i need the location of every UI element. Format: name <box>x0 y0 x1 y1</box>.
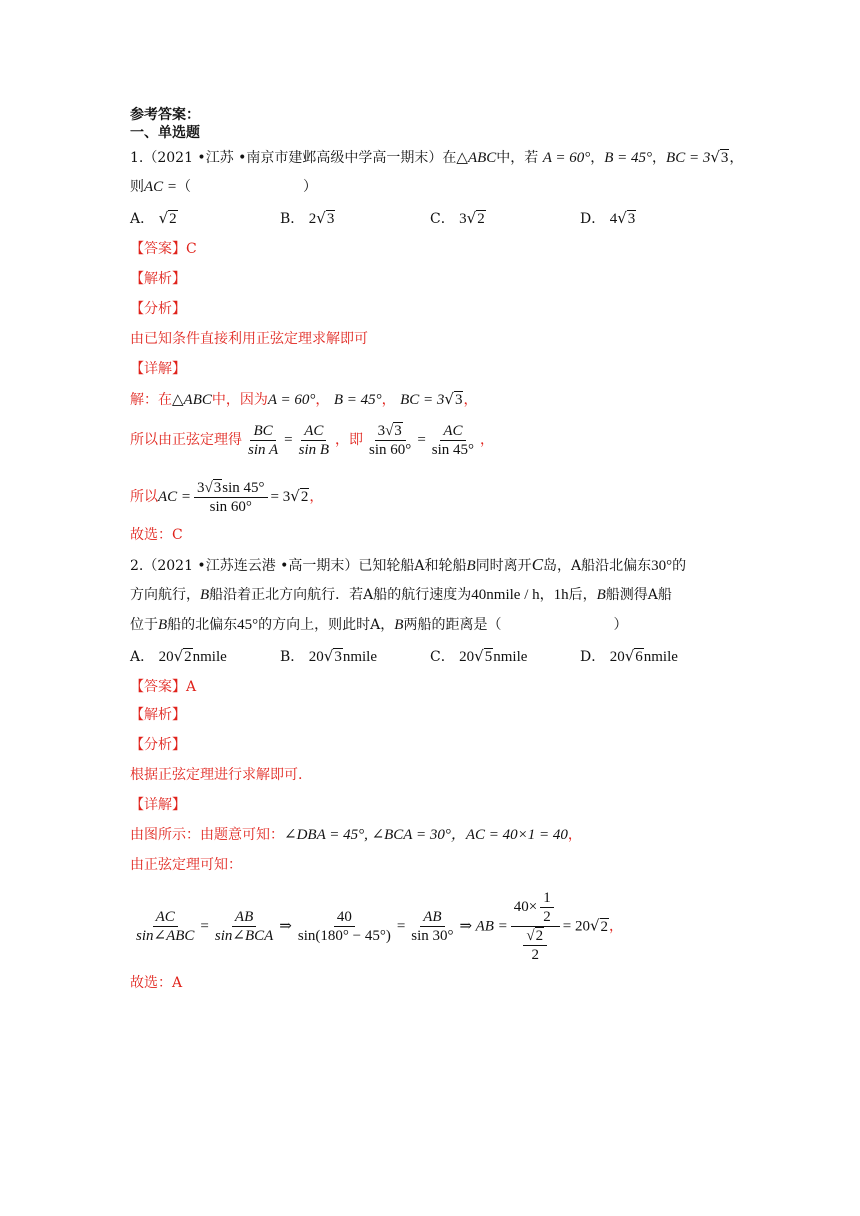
q2-stem-line1 <box>130 556 686 575</box>
q1-option-b: B． 2√3 <box>280 209 335 227</box>
q2-text-2b: 船沿着正北方向航行．若A船的航行速度为 <box>209 587 472 603</box>
fraction-denominator: sin∠BCA <box>214 928 274 944</box>
option-unit: nmile <box>192 649 227 665</box>
q2-comma: ， <box>539 587 554 603</box>
q1-step1-text-a: 解：在 <box>130 392 172 408</box>
fraction-coef: 3 <box>197 479 205 496</box>
q2-option-d: D． 20√6nmile <box>580 647 678 665</box>
fraction-40-sin135 <box>295 909 394 944</box>
option-label: C． <box>430 211 455 227</box>
option-label: B． <box>280 649 305 665</box>
compound-40x: 40× <box>513 898 538 915</box>
q2-island-c: C <box>531 555 544 574</box>
q2-ship-b: B <box>466 558 476 574</box>
option-radicand: 6 <box>635 649 643 665</box>
q2-option-a: A． 20√2nmile <box>130 647 227 665</box>
q2-stem-line2 <box>130 586 672 604</box>
q1-xiangjie: 【详解】 <box>130 361 186 377</box>
fraction-denominator: 2 <box>543 909 551 925</box>
q1-selection: 故选：C <box>130 527 183 543</box>
fraction-result: $\frac{3√3\sin 45^\circ}{\sin 60^\circ}$ <box>194 480 268 515</box>
q2-detail-comma: ， <box>567 827 582 843</box>
fraction-radicand: 2 <box>535 928 544 944</box>
fraction-denominator: sin A <box>248 441 279 458</box>
fraction-33-sin60: $\frac{3√3}{\sin 60^\circ}$ <box>366 423 414 458</box>
fraction-numerator: 1 <box>540 890 554 908</box>
fraction-root2-over-2: $\frac{√2}{2}$ <box>523 928 547 963</box>
fraction-denominator: sin 45° <box>431 441 475 458</box>
q1-answer: 【答案】C <box>130 241 197 257</box>
q2-angle-30: 30° <box>651 558 673 574</box>
q1-step1-cond-a: A = 60° <box>267 392 316 408</box>
q1-ask: AC = <box>144 179 178 195</box>
q1-stem-source: 1.（2021 •江苏 •南京市建邺高级中学高一期末）在 <box>130 150 457 166</box>
option-unit: nmile <box>643 649 678 665</box>
q2-ship-b: B <box>200 587 210 603</box>
q1-step2-text: 所以由正弦定理得 <box>130 432 242 448</box>
fraction-half <box>540 890 554 925</box>
fraction-ac-sin45 <box>429 423 477 458</box>
fraction-bc-sina <box>245 423 281 458</box>
option-label: D． <box>580 211 606 227</box>
q1-stem: 1.（2021 •江苏 •南京市建邺高级中学高一期末）在△ABC中，若 A = 60°，B = 45°，BC = 3√3， <box>130 148 744 166</box>
fraction-numerator: AC <box>440 423 465 441</box>
q1-cond-bc: BC = 3 <box>666 150 711 166</box>
option-unit: nmile <box>342 649 377 665</box>
q2-fenxi: 【分析】 <box>130 737 186 753</box>
fraction-numerator: BC <box>250 423 275 441</box>
option-coef: 20 <box>308 649 324 665</box>
q1-step1-cond-bc: BC = 3 <box>400 392 445 408</box>
q1-blank: （ ） <box>177 179 318 195</box>
q1-step1-cond-b: B = 45° <box>333 392 382 408</box>
option-coef: 20 <box>158 649 174 665</box>
q2-detail-ac: AC = 40×1 = 40 <box>465 827 568 843</box>
q2-selection: 故选：A <box>130 975 183 991</box>
q2-time: 1h <box>553 587 569 603</box>
q2-detail-text: 由图所示：由题意可知： <box>130 827 284 843</box>
q2-text-3d: 的方向上，则此时A， <box>258 617 395 633</box>
q1-step1-text-b: 中，因为 <box>211 392 268 408</box>
option-radicand: 3 <box>326 211 335 227</box>
option-radicand: 2 <box>184 649 192 665</box>
fraction-denominator: sin 60° <box>369 441 412 458</box>
fraction-denominator: sin∠ABC <box>136 928 195 944</box>
q1-step3-eq: = 3 <box>270 489 291 505</box>
option-label: B． <box>280 211 305 227</box>
q2-text-2g: 船测得A船 <box>605 587 672 603</box>
option-label: D． <box>580 649 606 665</box>
option-coef: 3 <box>459 211 467 227</box>
fraction-numerator: AB <box>420 909 444 927</box>
fraction-radicand: 3 <box>213 479 222 496</box>
fraction-denominator: sin 60° <box>209 498 252 515</box>
option-unit: nmile <box>493 649 528 665</box>
fraction-compound <box>511 890 560 963</box>
fraction-ac-sinb <box>296 423 332 458</box>
fraction-numerator: AB <box>232 909 256 927</box>
q2-text-2a: 方向航行， <box>130 587 200 603</box>
q2-text-1c: 岛，A船沿北偏东 <box>543 558 652 574</box>
equals-sign: = <box>396 918 406 935</box>
fraction-denominator: sin 30° <box>411 928 454 944</box>
option-label: A． <box>130 649 155 665</box>
q2-text-2f: 后， <box>568 587 597 603</box>
option-radicand: 5 <box>484 649 493 665</box>
q1-option-d: D． 4√3 <box>580 209 636 227</box>
q2-text-3e: 两船的距离是（ ） <box>403 617 628 633</box>
q1-jiexi: 【解析】 <box>130 271 186 287</box>
q1-step2: 所以由正弦定理得 $\frac{BC}{\text{sin A}}$ = $\frac{AC}{\text{sin B}}$ ，即 $\frac{3√3}{\sin 60^\circ}$ = $\frac{AC}{\sin 45^\circ}$ ， <box>130 422 495 458</box>
q2-ship-b: B <box>158 617 168 633</box>
option-label: C． <box>430 649 455 665</box>
option-radicand: 3 <box>334 649 342 665</box>
section-title: 一、单选题 <box>130 125 200 141</box>
q1-fenxi: 【分析】 <box>130 301 186 317</box>
fraction-numerator: 40 <box>334 909 355 927</box>
option-coef: 20 <box>609 649 625 665</box>
fraction-denominator: sin(180° − 45°) <box>297 928 391 944</box>
q2-stem-line3 <box>130 616 627 634</box>
q2-angle-45: 45° <box>237 617 259 633</box>
q1-step3-ac: AC = <box>158 489 192 505</box>
q1-step2-text-b: ，即 <box>335 432 364 448</box>
fraction-sin: sin 45° <box>222 479 265 496</box>
q2-equation: $\frac{AC}{\text{sin∠ABC}}$ = $\frac{AB}{\text{sin∠BCA}}$ ⇒ $\frac{40}{\sin(180^\circ - 45^\circ)}$ = $\frac{AB}{\sin 30^\circ}$ ⇒ AB = 40× $\frac{1}{2}$ $\frac{√2}{2}$ = 20√2， <box>130 890 623 963</box>
q2-detail-angles: ∠DBA = 45°, ∠BCA = 30°， <box>284 827 466 843</box>
q2-xiangjie: 【详解】 <box>130 797 186 813</box>
q2-option-c: C． 20√5nmile <box>430 647 528 665</box>
q2-text-1b: 同时离开 <box>475 558 532 574</box>
fraction-numerator: AC <box>153 909 178 927</box>
q1-stem-if: 中，若 <box>496 150 539 166</box>
fraction-ab-sin30 <box>408 909 456 944</box>
fraction-ab-sinbca <box>212 909 276 944</box>
q2-text-1: 2.（2021 •江苏连云港 •高一期末）已知轮船A和轮船 <box>130 558 467 574</box>
fraction-coef: 3 <box>377 422 386 439</box>
q2-result: = 20 <box>562 918 590 935</box>
option-coef: 2 <box>308 211 317 227</box>
answers-title: 参考答案： <box>130 107 200 123</box>
q2-detail-1 <box>130 826 582 844</box>
q1-cond-a: A = 60° <box>542 150 591 166</box>
option-radicand: 2 <box>477 211 485 227</box>
fraction-radicand: 3 <box>394 422 402 439</box>
q1-fenxi-text: 由已知条件直接利用正弦定理求解即可 <box>130 331 368 347</box>
option-coef: 20 <box>459 649 475 665</box>
q1-then: 则 <box>130 179 144 195</box>
q2-fenxi-text: 根据正弦定理进行求解即可. <box>130 767 303 783</box>
q1-option-c: C． 3√2 <box>430 209 485 227</box>
q1-step1-triangle: △ABC <box>172 392 212 408</box>
q2-ship-b: B <box>394 617 404 633</box>
fraction-numerator: AC <box>301 423 326 441</box>
q1-cond-b: B = 45° <box>604 150 653 166</box>
fraction-ac-sinabc <box>133 909 197 944</box>
option-radicand: 3 <box>627 211 636 227</box>
q2-text-1e: 的 <box>672 558 687 574</box>
q1-triangle: △ABC <box>456 150 497 166</box>
q1-step3-text: 所以 <box>130 489 158 505</box>
q1-step1: 解：在△ABC中，因为A = 60°， B = 45°， BC = 3√3， <box>130 390 478 408</box>
fraction-denominator: 2 <box>531 947 540 963</box>
q2-ship-b: B <box>596 587 606 603</box>
option-radicand: 2 <box>169 211 177 227</box>
q2-detail-2: 由正弦定理可知： <box>130 857 242 873</box>
q2-text-3a: 位于 <box>130 617 158 633</box>
q2-text-3b: 船的北偏东 <box>167 617 238 633</box>
fraction-denominator: sin B <box>298 441 330 458</box>
q1-ask-line <box>130 178 317 196</box>
q1-step3: 所以AC = $\frac{3√3\sin 45^\circ}{\sin 60^\circ}$ = 3√2， <box>130 479 324 515</box>
option-label: A． <box>130 211 155 227</box>
q2-result-radicand: 2 <box>600 918 609 935</box>
implies-arrow: ⇒ <box>279 918 292 935</box>
q1-step3-radicand: 2 <box>300 489 309 505</box>
equals-sign: = <box>200 918 209 935</box>
q2-answer: 【答案】A <box>130 679 197 695</box>
q2-speed: 40nmile / h <box>471 587 540 603</box>
q1-cond-bc-radicand: 3 <box>720 150 729 166</box>
q2-ab-equals: ⇒ AB = <box>459 918 508 935</box>
q2-option-b: B． 20√3nmile <box>280 647 377 665</box>
q1-option-a: A． √2 <box>130 209 177 227</box>
q1-step1-bc-radicand: 3 <box>454 392 463 408</box>
q2-jiexi: 【解析】 <box>130 707 186 723</box>
option-coef: 4 <box>609 211 618 227</box>
